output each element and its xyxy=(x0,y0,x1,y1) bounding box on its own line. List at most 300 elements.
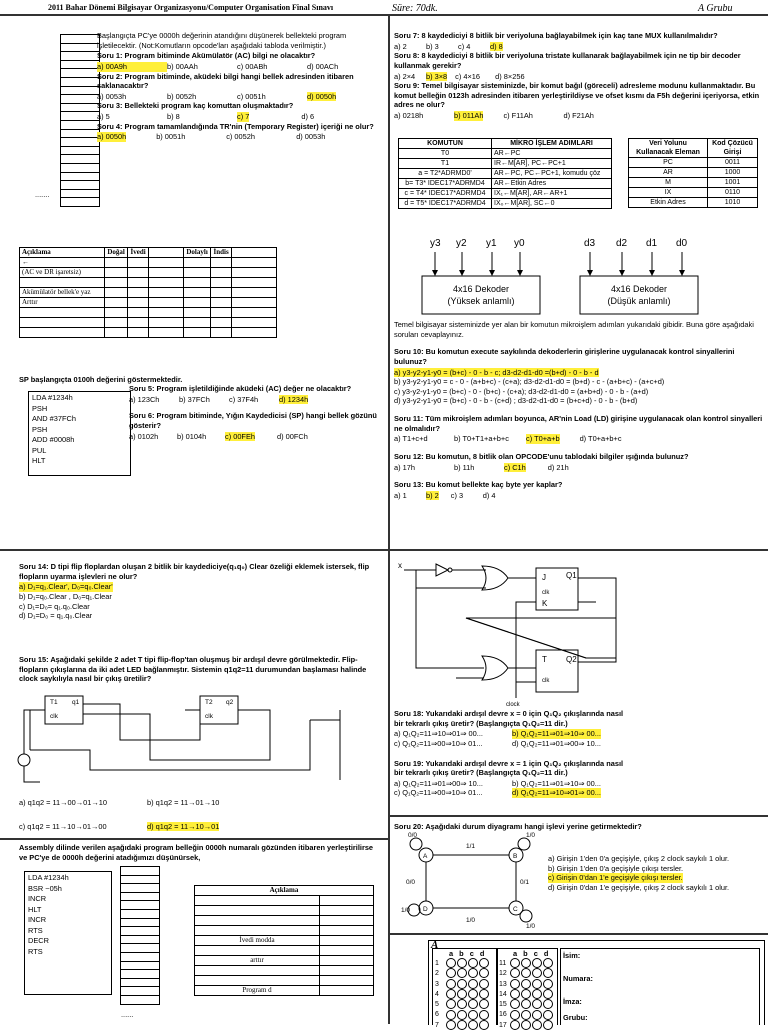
q15-options xyxy=(19,798,381,831)
microop-row xyxy=(399,179,612,189)
q6-opt-b[interactable]: b) 0104h xyxy=(177,431,207,441)
answer-number: 15 xyxy=(499,1001,507,1009)
answer-bubble[interactable] xyxy=(479,989,489,999)
q2-opt-c[interactable]: c) 0051h xyxy=(237,91,266,101)
answer-bubble[interactable] xyxy=(510,989,520,999)
microop-row xyxy=(399,149,612,159)
state-C: C xyxy=(513,906,518,913)
memory-row xyxy=(61,52,100,61)
code-element: IX xyxy=(629,188,708,198)
answer-bubble[interactable] xyxy=(446,999,456,1009)
memory-cell xyxy=(61,129,100,138)
memory-cell xyxy=(61,60,100,69)
explain-cell-2 xyxy=(320,966,374,976)
q18-options-row1 xyxy=(394,729,626,739)
microop-table xyxy=(398,138,612,209)
number-label: Numara: xyxy=(563,974,593,983)
opcode-cell xyxy=(211,288,232,298)
q10-opt-a[interactable]: a) y3-y2-y1-y0 = (b+c) - 0 - b - c; d3-d2-d1-d0 =(b+d) - 0 - b - d xyxy=(394,367,599,377)
q12-opt-a[interactable]: a) 17h xyxy=(394,462,415,472)
opcode-cell xyxy=(128,268,149,278)
q1-opt-c[interactable]: c) 00ABh xyxy=(237,61,268,71)
answer-bubble[interactable] xyxy=(532,999,542,1009)
microop-action: IX₀←M[AR], SC←0 xyxy=(492,199,612,209)
opcode-cell xyxy=(20,308,105,318)
memory-row xyxy=(61,129,100,138)
q19-opt-c[interactable]: c) Q₁Q₂=11⇒00⇒10⇒ 01... xyxy=(394,788,483,798)
answer-bubble[interactable] xyxy=(510,979,520,989)
q5-opt-c[interactable]: c) 37F4h xyxy=(229,394,259,404)
q5-options xyxy=(129,395,384,405)
opcode-cell xyxy=(20,318,105,328)
q1-options xyxy=(97,62,384,72)
code-value: 1010 xyxy=(708,198,758,208)
opcode-cell xyxy=(128,278,149,288)
q10-opt-c[interactable]: c) y3-y2-y1-y0 = (b+c) - 0 - (b+c) - (c+a); d3-d2-d1-d0 = (a+b+d) - 0 - b - (a+d) xyxy=(394,386,649,396)
sp-note: SP başlangıçta 0100h değerini göstermektedir. xyxy=(19,375,183,384)
group-label: Grubu: xyxy=(563,1013,588,1022)
answer-bubble[interactable] xyxy=(457,1010,467,1020)
q7-opt-a[interactable]: a) 2 xyxy=(394,41,407,51)
q1-opt-b[interactable]: b) 00AAh xyxy=(167,61,198,71)
answer-rule xyxy=(388,933,768,935)
answer-bubble[interactable] xyxy=(532,979,542,989)
memory-cell xyxy=(121,961,160,970)
memory-cell xyxy=(61,120,100,129)
answer-bubble[interactable] xyxy=(521,989,531,999)
q20-opt-c[interactable]: c) Girişin 0'dan 1'e geçişiyle çıkışı tersler. xyxy=(548,873,683,883)
answer-bubble[interactable] xyxy=(510,958,520,968)
code-line: DECR xyxy=(28,936,49,945)
opcode-cell xyxy=(148,298,183,308)
q2-opt-d[interactable]: d) 0050h xyxy=(307,91,337,101)
answer-bubble[interactable] xyxy=(468,999,478,1009)
q5-opt-d[interactable]: d) 1234h xyxy=(279,394,309,404)
q11-opt-d[interactable]: d) T0+a+b+c xyxy=(579,434,622,444)
q12-opt-c[interactable]: c) C1h xyxy=(504,462,526,472)
memory-row xyxy=(121,944,160,953)
q14-opt-d[interactable]: d) D₁=D₀ = q₁.q₀.Clear xyxy=(19,611,93,621)
answer-bubble[interactable] xyxy=(543,1010,553,1020)
circuit-clock: clock xyxy=(506,702,520,708)
q11-text: Soru 11: Tüm mikroişlem adımları boyunca, AR'nin Load (LD) girişine uygulanacak olan kontrol sinyalleri ne olmalıdır? xyxy=(394,414,763,433)
answer-bubble[interactable] xyxy=(510,1020,520,1030)
decoder1-sub: (Yüksek anlamlı) xyxy=(447,296,515,306)
opcode-row xyxy=(20,308,277,318)
answer-bubble[interactable] xyxy=(468,968,478,978)
explain-cell-2 xyxy=(320,896,374,906)
memory-row xyxy=(61,120,100,129)
q20-opt-d[interactable]: d) Girişin 0'dan 1'e geçişiyle, çıkış 2 clock saykılı 1 olur. xyxy=(548,882,730,892)
answer-bubble[interactable] xyxy=(479,979,489,989)
q18-opt-d[interactable]: d) Q₁Q₂=11⇒01⇒00⇒ 10... xyxy=(512,738,601,748)
memory-cell xyxy=(121,892,160,901)
answer-header: a b c d xyxy=(513,949,551,958)
answer-grid-right xyxy=(496,948,558,1029)
q4-opt-c[interactable]: c) 0052h xyxy=(226,132,255,142)
q8-opt-c[interactable]: c) 4×16 xyxy=(455,71,481,81)
center-divider xyxy=(388,14,390,1024)
q4-text: Soru 4: Program tamamlandığında TR'nin (Temporary Register) içeriği ne olur? xyxy=(97,121,374,131)
opcode-cell xyxy=(183,288,210,298)
answer-bubble[interactable] xyxy=(521,968,531,978)
answer-bubble[interactable] xyxy=(543,999,553,1009)
explain-cell xyxy=(195,896,320,906)
q11-opt-c[interactable]: c) T0+a+b xyxy=(526,434,560,444)
answer-bubble[interactable] xyxy=(446,968,456,978)
q6-options xyxy=(129,432,384,442)
opcode-cell xyxy=(148,258,183,268)
microop-step: c = T4* IDEC17*ADRMD4 xyxy=(399,189,492,199)
q12-opt-b[interactable]: b) 11h xyxy=(454,462,475,472)
memory-cell xyxy=(121,978,160,987)
answer-bubble[interactable] xyxy=(543,1020,553,1030)
tff1-clk: clk xyxy=(50,713,58,720)
id-box xyxy=(560,948,760,1025)
memory-row xyxy=(121,867,160,876)
code-element: Etkin Adres xyxy=(629,198,708,208)
answer-number: 16 xyxy=(499,1011,507,1019)
microop-action: AR←PC xyxy=(492,149,612,159)
answer-bubble[interactable] xyxy=(446,958,456,968)
opcode-th-ivedi: İvedi xyxy=(128,248,149,258)
answer-row xyxy=(435,989,497,999)
dec-in-y2: y2 xyxy=(456,238,467,249)
memory-row xyxy=(121,875,160,884)
q15-opt-b[interactable]: b) q1q2 = 11→01→10 xyxy=(147,798,220,807)
explain-row xyxy=(195,946,374,956)
answer-bubble[interactable] xyxy=(510,999,520,1009)
q13-opt-a[interactable]: a) 1 xyxy=(394,490,407,500)
q9-opt-b[interactable]: b) 011Ah xyxy=(454,111,484,120)
memory-row xyxy=(61,189,100,198)
opcode-th-desc: Açıklama xyxy=(20,248,105,258)
code-line: HLT xyxy=(32,456,46,465)
answer-row xyxy=(499,1020,557,1030)
q19-opt-d[interactable]: d) Q₁Q₂=11⇒10⇒01⇒ 00... xyxy=(512,788,601,798)
q14-text: Soru 14: D tipi flip floplardan oluşan 2 bitlik bir kaydediciye(q₁q₀) Clear özeliği eklemek istersek, flip flopların uyarma işlevleri ne olur? xyxy=(19,562,370,581)
exam-time: Süre: 70dk. xyxy=(392,3,438,14)
opcode-cell xyxy=(183,328,210,338)
opcode-cell xyxy=(183,268,210,278)
code-value: 0011 xyxy=(708,158,758,168)
q18-opt-b[interactable]: b) Q₁Q₂=11⇒01⇒10⇒ 00... xyxy=(512,729,601,739)
exam-title: 2011 Bahar Dönemi Bilgisayar Organizasyonu/Computer Organisation Final Sınavı xyxy=(48,3,334,12)
q15-opt-a[interactable]: a) q1q2 = 11→00→01→10 xyxy=(19,798,107,807)
opcode-cell xyxy=(105,308,128,318)
q20-opt-b[interactable]: b) Girişin 1'den 0'a geçişiyle çıkışı tersler. xyxy=(548,863,684,873)
opcode-cell xyxy=(105,288,128,298)
opcode-cell xyxy=(105,318,128,328)
answer-bubble[interactable] xyxy=(532,968,542,978)
opcode-cell xyxy=(128,288,149,298)
q18-opt-c[interactable]: c) Q₁Q₂=11⇒00⇒10⇒ 01... xyxy=(394,738,483,748)
memory-row xyxy=(61,103,100,112)
q9-opt-a[interactable]: a) 0218h xyxy=(394,111,424,120)
opcode-cell xyxy=(148,288,183,298)
q19-options-row1 xyxy=(394,779,626,789)
asm-text: Assembly dilinde verilen aşağıdaki program belleğin 0000h numaralı gözünden itibaren yerleştirilirse ve PC'ye de 0000h değerini atadığımızı düşünürsek, xyxy=(19,843,374,862)
answer-bubble[interactable] xyxy=(543,968,553,978)
opcode-th-blank2 xyxy=(232,248,277,258)
tff1-label: T1 xyxy=(50,699,58,706)
code-element: PC xyxy=(629,158,708,168)
microop-step: T0 xyxy=(399,149,492,159)
code-line: INCR xyxy=(28,894,47,903)
opcode-cell xyxy=(128,318,149,328)
code-header xyxy=(629,139,758,158)
answer-bubble[interactable] xyxy=(543,958,553,968)
q15-opt-c[interactable]: c) q1q2 = 11→10→01→00 xyxy=(19,821,107,831)
answer-bubble[interactable] xyxy=(457,968,467,978)
tff2-q: q2 xyxy=(226,699,234,706)
microop-step: a = T2*ADRMD0' xyxy=(399,169,492,179)
opcode-cell xyxy=(20,328,105,338)
q18-opt-a[interactable]: a) Q₁Q₂=11⇒10⇒01⇒ 00... xyxy=(394,729,483,739)
q13-opt-d[interactable]: d) 4 xyxy=(482,490,496,500)
q4-opt-a[interactable]: a) 0050h xyxy=(97,132,127,142)
explain-cell-2 xyxy=(320,936,374,946)
q11-opt-a[interactable]: a) T1+c+d xyxy=(394,434,428,444)
q2-opt-a[interactable]: a) 0053h xyxy=(97,91,127,101)
q14-opt-b[interactable]: b) D₁=q₀.Clear , D₀=q₁.Clear xyxy=(19,591,112,601)
explain-cell-2 xyxy=(320,916,374,926)
memory-cell xyxy=(61,86,100,95)
answer-number: 6 xyxy=(435,1011,439,1019)
answer-bubble[interactable] xyxy=(468,958,478,968)
code-line: PUL xyxy=(32,445,47,455)
trans-2: 1/1 xyxy=(466,843,476,850)
memory-cell xyxy=(121,884,160,893)
answer-bubble[interactable] xyxy=(468,989,478,999)
q19-opt-b[interactable]: b) Q₁Q₂=11⇒01⇒10⇒ 00... xyxy=(512,778,601,788)
q8-text: Soru 8: 8 kaydediciyi 8 bitlik bir veriyoluna tristate kullanarak bağlayabilmek için ne tip bir decoder kullanmak gerekir? xyxy=(394,51,741,70)
answer-bubble[interactable] xyxy=(543,989,553,999)
q1-opt-a[interactable]: a) 00A9h xyxy=(97,62,167,72)
opcode-cell xyxy=(232,298,277,308)
temel-text: Temel bilgisayar sisteminizde yer alan bir komutun mikroişlem adımları yukarıdaki gibidir. Buna göre aşağıdaki soruları cevaplayınız. xyxy=(394,320,754,339)
microop-step: T1 xyxy=(399,159,492,169)
q13-opt-c[interactable]: c) 3 xyxy=(450,490,464,500)
q20-opt-a[interactable]: a) Girişin 1'den 0'a geçişiyle, çıkış 2 clock saykılı 1 olur. xyxy=(548,854,730,863)
q3-opt-c[interactable]: c) 7 xyxy=(237,112,250,121)
explain-row xyxy=(195,896,374,906)
answer-bubble[interactable] xyxy=(521,999,531,1009)
code-line: AND #37FCh xyxy=(32,414,76,423)
decoder2-title: 4x16 Dekoder xyxy=(610,284,668,294)
memory-row xyxy=(61,181,100,190)
t-clk: clk xyxy=(542,678,550,684)
q3-opt-b[interactable]: b) 8 xyxy=(167,112,180,121)
q5-opt-b[interactable]: b) 37FCh xyxy=(179,394,210,404)
q3-opt-d[interactable]: d) 6 xyxy=(301,112,315,121)
memory-row xyxy=(61,43,100,52)
code-value: 1000 xyxy=(708,168,758,178)
memory-cell xyxy=(121,867,160,876)
answer-bubble[interactable] xyxy=(446,989,456,999)
answer-bubble[interactable] xyxy=(468,1010,478,1020)
sign-label: İmza: xyxy=(563,997,582,1006)
middle-rule xyxy=(0,549,768,551)
answer-bubble[interactable] xyxy=(446,1010,456,1020)
q6-opt-c[interactable]: c) 00FEh xyxy=(225,431,255,441)
answer-bubble[interactable] xyxy=(521,979,531,989)
q5-opt-a[interactable]: a) 123Ch xyxy=(129,394,160,404)
memory-cell xyxy=(121,987,160,996)
answer-bubble[interactable] xyxy=(521,958,531,968)
answer-number: 2 xyxy=(435,970,439,978)
answer-number: 3 xyxy=(435,980,439,988)
answer-bubble[interactable] xyxy=(532,958,542,968)
answer-bubble[interactable] xyxy=(510,1010,520,1020)
q9-opt-d[interactable]: d) F21Ah xyxy=(563,111,594,120)
explain-row xyxy=(195,986,374,996)
opcode-th-blank xyxy=(148,248,183,258)
answer-row xyxy=(499,958,557,968)
memory-cell xyxy=(121,909,160,918)
answer-bubble[interactable] xyxy=(457,999,467,1009)
q12-opt-d[interactable]: d) 21h xyxy=(547,462,569,472)
explain-cell-2 xyxy=(320,906,374,916)
memory-row xyxy=(61,35,100,44)
left3-q14 xyxy=(19,562,381,621)
answer-bubble[interactable] xyxy=(479,1020,489,1030)
answer-bubble[interactable] xyxy=(468,979,478,989)
q1-opt-d[interactable]: d) 00ACh xyxy=(307,61,339,71)
q13-options xyxy=(394,491,764,501)
opcode-cell xyxy=(232,308,277,318)
q7-opt-c[interactable]: c) 4 xyxy=(458,41,471,51)
intro-text: Başlangıçta PC'ye 0000h değerinin atandığını düşünerek bellekteki program işletilecektir. (Not:Komutların opcode'ları aşağıdaki tabloda verilmiştir.) xyxy=(97,31,347,50)
q3-opt-a[interactable]: a) 5 xyxy=(97,112,110,121)
right3-q18-q19 xyxy=(394,709,626,798)
opcode-cell xyxy=(148,308,183,318)
explain-cell xyxy=(195,946,320,956)
opcode-cell xyxy=(232,268,277,278)
answer-bubble[interactable] xyxy=(468,1020,478,1030)
q15-options-row2 xyxy=(19,822,381,832)
name-label: İsim: xyxy=(563,951,581,960)
opcode-cell xyxy=(232,278,277,288)
answer-bubble[interactable] xyxy=(446,1020,456,1030)
answer-bubble[interactable] xyxy=(479,1010,489,1020)
t-Q2: Q2 xyxy=(566,655,577,664)
answer-bubble[interactable] xyxy=(479,958,489,968)
answer-row xyxy=(499,968,557,978)
q4-opt-d[interactable]: d) 0053h xyxy=(296,132,326,142)
q6-opt-d[interactable]: d) 00FCh xyxy=(277,431,308,441)
answer-bubble[interactable] xyxy=(479,999,489,1009)
trans-8: 1/0 xyxy=(526,923,536,930)
memory-row xyxy=(61,138,100,147)
memory-row xyxy=(121,987,160,996)
q18-text: Soru 18: Yukarıdaki ardışıl devre x = 0 için Q₁Q₂ çıkışlarında nasıl bir tekrarlı çıkış üretir? (Başlangıçta Q₁Q₂=11 dir.) xyxy=(394,709,624,728)
answer-bubble[interactable] xyxy=(457,979,467,989)
q10-opt-d[interactable]: d) y3-y2-y1-y0 = (b+c) - 0 - b - (c+d) ; d3-d2-d1-d0 = (b+c+d) - 0 - b - (b+d) xyxy=(394,396,638,406)
microop-row xyxy=(399,169,612,179)
memory-row xyxy=(61,198,100,207)
answer-bubble[interactable] xyxy=(510,968,520,978)
explain-cell xyxy=(195,906,320,916)
memory-dots: ....... xyxy=(35,190,50,199)
q19-opt-a[interactable]: a) Q₁Q₂=11⇒01⇒00⇒ 10... xyxy=(394,778,483,788)
answer-bubble[interactable] xyxy=(532,989,542,999)
explain-row xyxy=(195,956,374,966)
opcode-cell xyxy=(105,328,128,338)
memory-row xyxy=(121,995,160,1004)
explain-cell xyxy=(195,926,320,936)
q14-opt-a[interactable]: a) D₁=q₁.Clear', D₀=q₀.Clear' xyxy=(19,582,113,592)
memory-cell xyxy=(61,69,100,78)
opcode-table-header xyxy=(20,248,277,258)
memory-row xyxy=(61,155,100,164)
q7-opt-d[interactable]: d) 8 xyxy=(490,41,503,51)
answer-bubble[interactable] xyxy=(446,979,456,989)
q9-opt-c[interactable]: c) F11Ah xyxy=(503,111,533,120)
code-element: M xyxy=(629,178,708,188)
answer-bubble[interactable] xyxy=(479,968,489,978)
q8-opt-b[interactable]: b) 3×8 xyxy=(426,71,448,81)
q15-text: Soru 15: Aşağıdaki şekilde 2 adet T tipi flip-flop'tan oluşmuş bir ardışıl devre görülmektedir. Flip-flopların çıkışlarına da iki adet LED bağlanmıştır. Sistemin q1q2=11 durumundan başlaması halinde clock saykılıyla nasıl bir çıkış üretilir? xyxy=(19,655,367,684)
q14-opt-c[interactable]: c) D₁=D₀= q₁.q₀.Clear xyxy=(19,601,90,611)
trans-5: 0/0 xyxy=(406,879,416,886)
answer-bubble[interactable] xyxy=(457,958,467,968)
q13-opt-b[interactable]: b) 2 xyxy=(426,490,439,500)
q4-opt-b[interactable]: b) 0051h xyxy=(156,132,186,142)
answer-bubble[interactable] xyxy=(543,979,553,989)
exam-group: A Grubu xyxy=(698,3,733,14)
decoder1-title: 4x16 Dekoder xyxy=(452,284,510,294)
right1-q7-q9 xyxy=(394,31,764,121)
answer-group-letter: A xyxy=(431,939,439,951)
q8-opt-d[interactable]: d) 8×256 xyxy=(495,71,525,81)
answer-header: a b c d xyxy=(449,949,487,958)
q11-opt-b[interactable]: b) T0+T1+a+b+c xyxy=(454,434,509,444)
code-box-1 xyxy=(28,391,131,476)
explain-cell: arttır xyxy=(195,956,320,966)
q6-opt-a[interactable]: a) 0102h xyxy=(129,431,159,441)
q7-opt-b[interactable]: b) 3 xyxy=(426,41,439,51)
opcode-cell xyxy=(183,298,210,308)
answer-bubble[interactable] xyxy=(521,1010,531,1020)
answer-bubble[interactable] xyxy=(521,1020,531,1030)
answer-grid-left xyxy=(432,948,498,1029)
dec-in-d0: d0 xyxy=(676,238,688,249)
microop-th-2: MİKRO İŞLEM ADIMLARI xyxy=(492,139,612,149)
explain-cell xyxy=(195,966,320,976)
answer-bubble[interactable] xyxy=(532,1010,542,1020)
q8-opt-a[interactable]: a) 2×4 xyxy=(394,71,416,81)
memory-cell xyxy=(61,112,100,121)
answer-number: 13 xyxy=(499,980,507,988)
memory-row xyxy=(121,935,160,944)
code-row xyxy=(629,168,758,178)
memory-row xyxy=(61,112,100,121)
explain-row xyxy=(195,916,374,926)
q10-opt-b[interactable]: b) y3-y2-y1-y0 = c - 0 - (a+b+c) - (c+a); d3-d2-d1-d0 = (b+d) - c - (a+b+c) - (a+c+d) xyxy=(394,377,665,387)
memory-cell xyxy=(61,52,100,61)
answer-bubble[interactable] xyxy=(457,1020,467,1030)
answer-bubble[interactable] xyxy=(457,989,467,999)
q3-options xyxy=(97,112,384,122)
answer-bubble[interactable] xyxy=(532,1020,542,1030)
q15-opt-d[interactable]: d) q1q2 = 11→10→01 xyxy=(147,821,220,831)
microop-row xyxy=(399,189,612,199)
q2-opt-b[interactable]: b) 0052h xyxy=(167,91,197,101)
memory-cell xyxy=(61,138,100,147)
q9-text: Soru 9: Temel bilgisayar sisteminizde, bir komut bağıl (göreceli) adresleme modunu kullanmaktadır. Bu komut belleğin 0123h adresinden itibaren yerleştirildiyse ve ofset kısmı da F5h değerini içeriyorsa, etkin adres ne olur? xyxy=(394,81,760,110)
memory-row xyxy=(121,884,160,893)
